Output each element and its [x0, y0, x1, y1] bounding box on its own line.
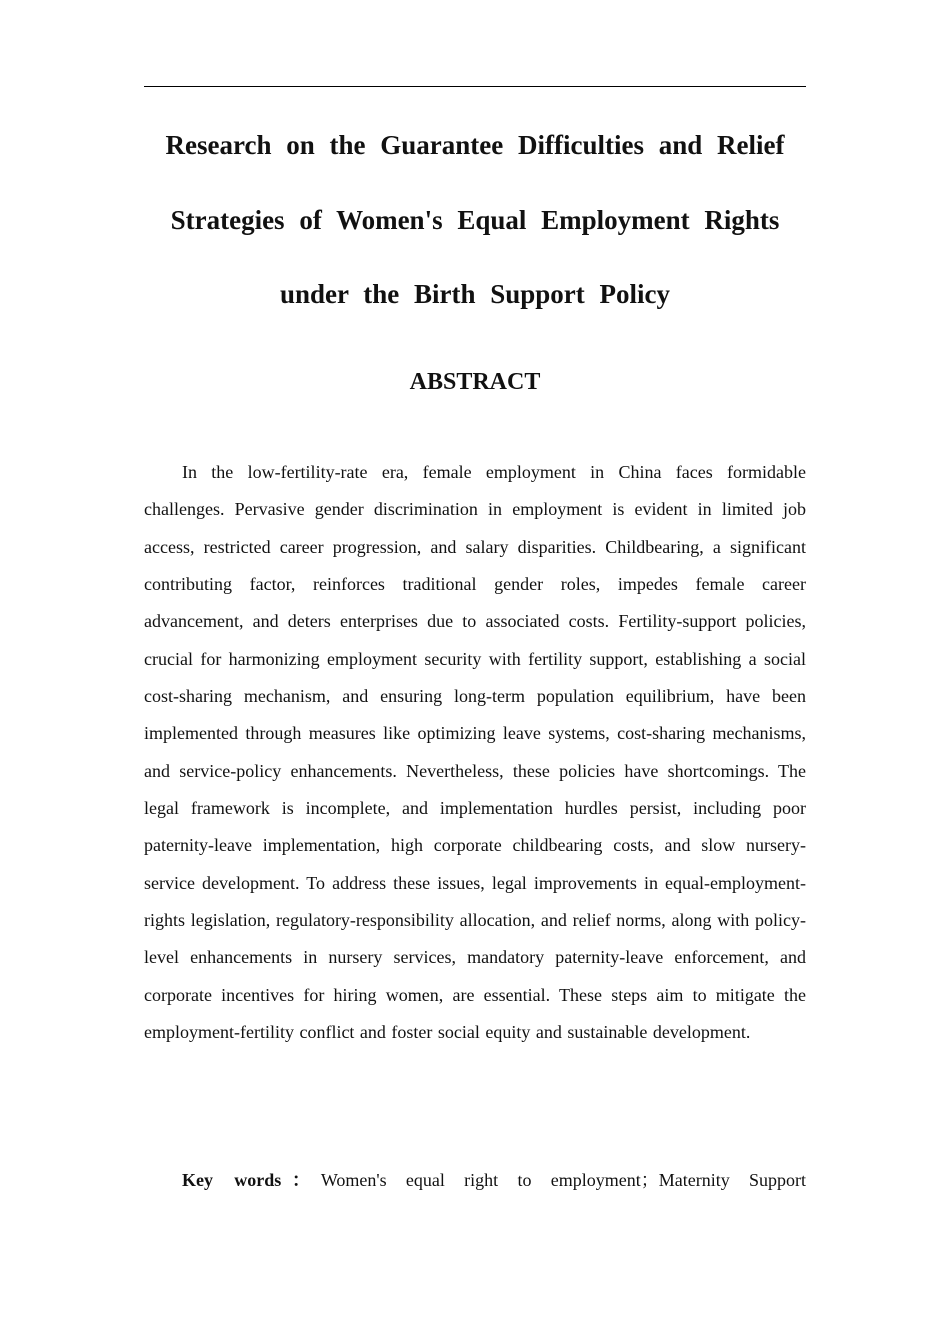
- title-line-3: under the Birth Support Policy: [279, 279, 671, 309]
- abstract-heading: ABSTRACT: [409, 369, 541, 395]
- keywords-line: [144, 1162, 806, 1199]
- keywords-label: Key words：: [182, 1170, 321, 1190]
- abstract-paragraph: In the low-fertility-rate era, female employment in China faces formidable challenges. Pervasive gender discrimination in employment is evident in limited job access, restricted career progression, and salary disparities. Childbearing, a significant contributing factor, reinforces traditional gender roles, impedes female career advancement, and deters enterprises due to associated costs. Fertility-support policies, crucial for harmonizing employment security with fertility support, establishing a social cost-sharing mechanism, and ensuring long-term population equilibrium, have been implemented through measures like optimizing leave systems, cost-sharing mechanisms, and service-policy enhancements. Nevertheless, these policies have shortcomings. The legal framework is incomplete, and implementation hurdles persist, including poor paternity-leave implementation, high corporate childbearing costs, and slow nursery-service development. To address these issues, legal improvements in equal-employment-rights legislation, regulatory-responsibility allocation, and relief norms, along with policy-level enhancements in nursery services, mandatory paternity-leave enforcement, and corporate incentives for hiring women, are essential. These steps aim to mitigate the employment-fertility conflict and foster social equity and sustainable development.: [144, 462, 806, 1043]
- title-line-2: Strategies of Women's Equal Employment Rights: [170, 204, 780, 235]
- document-page: [144, 0, 806, 1344]
- header-rule: [144, 86, 806, 87]
- paper-title: [144, 108, 806, 332]
- keywords-text: Women's equal right to employment；Maternity Support: [320, 1170, 806, 1190]
- title-line-1: Research on the Guarantee Difficulties and Relief: [165, 130, 785, 160]
